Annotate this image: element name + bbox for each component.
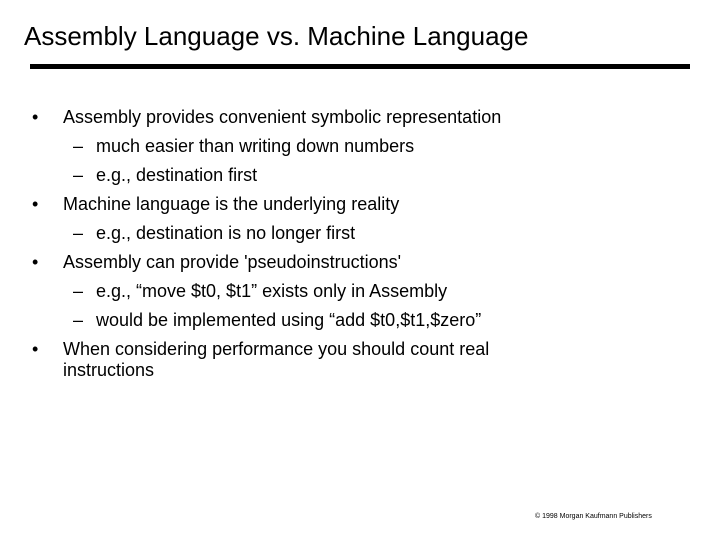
bullet-list (0, 103, 720, 383)
bullet-marker: • (32, 194, 39, 214)
sub-bullet-marker: – (73, 281, 84, 301)
sub-bullet-item (0, 306, 720, 335)
bullet-item (0, 190, 720, 219)
bullet-text: When considering performance you should count real (63, 339, 490, 359)
sub-bullet-text: e.g., “move $t0, $t1” exists only in Assembly (96, 281, 448, 301)
sub-bullet-item (0, 277, 720, 306)
bullet-item (0, 103, 720, 132)
sub-bullet-marker: – (73, 165, 84, 185)
sub-bullet-item (0, 132, 720, 161)
bullet-text: Assembly provides convenient symbolic representation (63, 107, 502, 127)
sub-bullet-text: e.g., destination first (96, 165, 258, 185)
sub-bullet-text: much easier than writing down numbers (96, 136, 415, 156)
sub-bullet-item (0, 161, 720, 190)
sub-bullet-marker: – (73, 310, 84, 330)
slide-title: Assembly Language vs. Machine Language (24, 21, 529, 51)
sub-bullet-marker: – (73, 223, 84, 243)
bullet-text: Assembly can provide 'pseudoinstructions' (63, 252, 402, 272)
title-divider (30, 64, 690, 69)
sub-bullet-text: would be implemented using “add $t0,$t1,$zero” (96, 310, 482, 330)
copyright-footer: © 1998 Morgan Kaufmann Publishers (535, 513, 652, 520)
sub-bullet-text: e.g., destination is no longer first (96, 223, 356, 243)
bullet-marker: • (32, 252, 39, 272)
sub-bullet-item (0, 219, 720, 248)
bullet-marker: • (32, 107, 39, 127)
bullet-continuation-text: instructions (63, 360, 155, 380)
sub-bullet-marker: – (73, 136, 84, 156)
bullet-marker: • (32, 339, 39, 359)
bullet-item (0, 248, 720, 277)
bullet-text: Machine language is the underlying reality (63, 194, 400, 214)
bullet-continuation (0, 359, 720, 383)
